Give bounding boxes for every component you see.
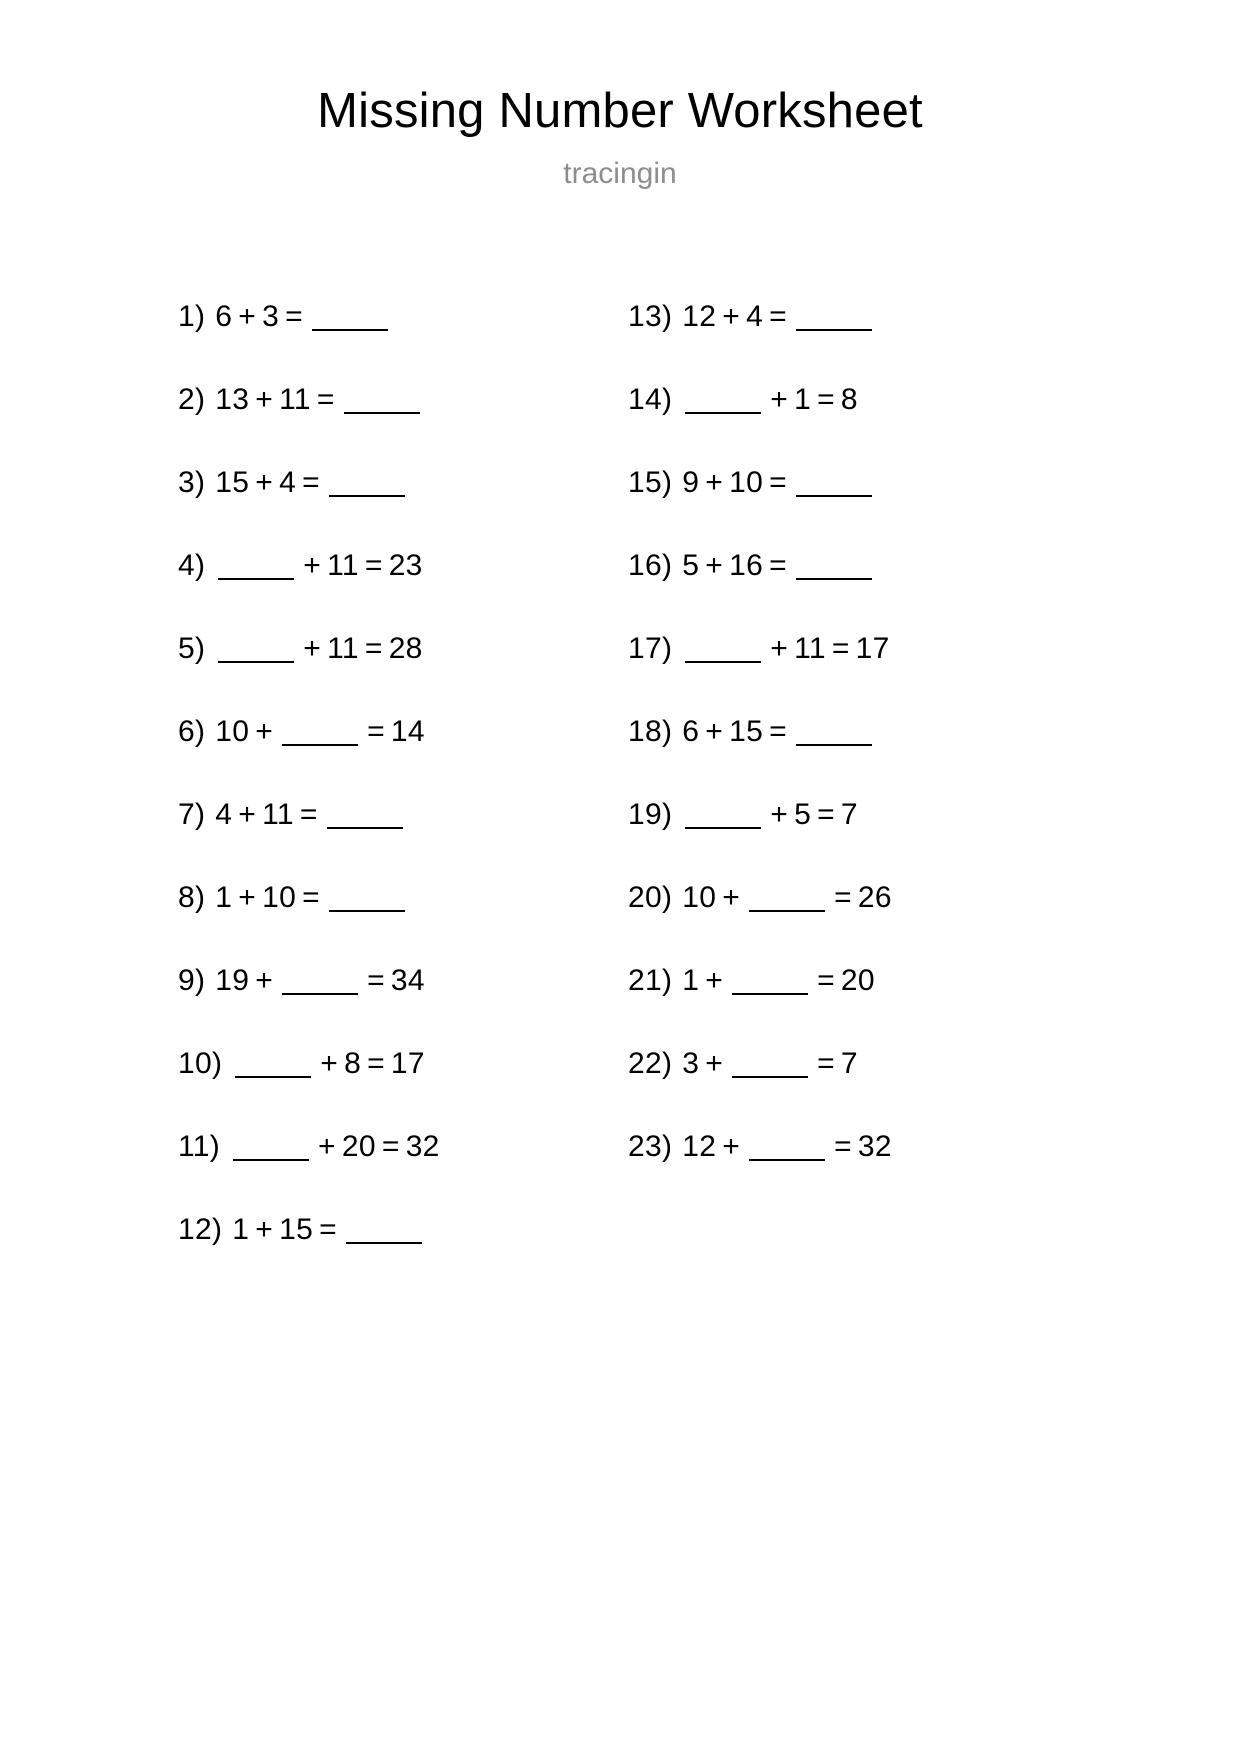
- plus-sign: +: [722, 300, 741, 334]
- number-term: 26: [857, 881, 892, 915]
- plus-sign: +: [303, 549, 322, 583]
- plus-sign: +: [705, 549, 724, 583]
- answer-blank[interactable]: [732, 967, 808, 995]
- number-term: 3: [682, 1047, 700, 1081]
- answer-blank[interactable]: [796, 469, 872, 497]
- problem-row: [628, 857, 1078, 940]
- problem-row: [628, 691, 1078, 774]
- plus-sign: +: [770, 383, 789, 417]
- plus-sign: +: [722, 1130, 741, 1164]
- equals-sign: =: [285, 300, 303, 334]
- plus-sign: +: [722, 881, 741, 915]
- problem-number: 13): [628, 300, 673, 334]
- number-term: 9: [682, 466, 700, 500]
- plus-sign: +: [705, 964, 724, 998]
- problem-row: [178, 359, 628, 442]
- number-term: 6: [682, 715, 700, 749]
- problem-row: [178, 442, 628, 525]
- problem-row: [628, 359, 1078, 442]
- problem-row: [628, 525, 1078, 608]
- problem-number: 22): [628, 1047, 673, 1081]
- number-term: 1: [215, 881, 233, 915]
- number-term: 19: [215, 964, 250, 998]
- number-term: 17: [855, 632, 890, 666]
- problem-row: [178, 1106, 628, 1189]
- equals-sign: =: [364, 549, 383, 583]
- number-term: 13: [215, 383, 250, 417]
- number-term: 12: [682, 300, 717, 334]
- problem-number: 5): [178, 632, 206, 666]
- problem-number: 9): [178, 964, 206, 998]
- problem-row: [628, 940, 1078, 1023]
- equals-sign: =: [817, 383, 835, 417]
- problem-number: 17): [628, 632, 673, 666]
- number-term: 10: [729, 466, 764, 500]
- number-term: 12: [682, 1130, 717, 1164]
- answer-blank[interactable]: [218, 552, 294, 580]
- problem-number: 20): [628, 881, 673, 915]
- number-term: 17: [390, 1047, 425, 1081]
- answer-blank[interactable]: [732, 1050, 808, 1078]
- number-term: 7: [840, 798, 858, 832]
- equals-sign: =: [834, 881, 852, 915]
- answer-blank[interactable]: [329, 469, 405, 497]
- problems-area: [0, 276, 1240, 1272]
- plus-sign: +: [255, 383, 274, 417]
- number-term: 11: [327, 632, 359, 666]
- answer-blank[interactable]: [344, 386, 420, 414]
- problem-number: 7): [178, 798, 206, 832]
- equals-sign: =: [364, 632, 383, 666]
- answer-blank[interactable]: [685, 386, 761, 414]
- equals-sign: =: [831, 632, 850, 666]
- equals-sign: =: [769, 466, 787, 500]
- problem-row: [178, 276, 628, 359]
- problem-row: [178, 774, 628, 857]
- number-term: 16: [729, 549, 764, 583]
- problem-number: 21): [628, 964, 673, 998]
- number-term: 8: [840, 383, 858, 417]
- plus-sign: +: [770, 798, 789, 832]
- number-term: 20: [840, 964, 875, 998]
- answer-blank[interactable]: [329, 884, 405, 912]
- number-term: 32: [405, 1130, 440, 1164]
- problem-row: [628, 1106, 1078, 1189]
- number-term: 1: [794, 383, 812, 417]
- answer-blank[interactable]: [796, 718, 872, 746]
- equals-sign: =: [834, 1130, 852, 1164]
- number-term: 11: [262, 798, 294, 832]
- plus-sign: +: [303, 632, 322, 666]
- problem-row: [628, 774, 1078, 857]
- plus-sign: +: [255, 715, 274, 749]
- number-term: 1: [682, 964, 700, 998]
- problem-row: [628, 276, 1078, 359]
- problem-row: [628, 1023, 1078, 1106]
- answer-blank[interactable]: [796, 303, 872, 331]
- equals-sign: =: [817, 964, 835, 998]
- plus-sign: +: [238, 881, 257, 915]
- plus-sign: +: [320, 1047, 339, 1081]
- equals-sign: =: [302, 466, 320, 500]
- number-term: 11: [279, 383, 311, 417]
- number-term: 8: [344, 1047, 362, 1081]
- problem-row: [178, 857, 628, 940]
- problem-number: 23): [628, 1130, 673, 1164]
- answer-blank[interactable]: [233, 1133, 309, 1161]
- equals-sign: =: [817, 798, 835, 832]
- number-term: 34: [390, 964, 425, 998]
- number-term: 1: [232, 1213, 250, 1247]
- number-term: 10: [262, 881, 297, 915]
- problem-number: 1): [178, 300, 206, 334]
- problem-number: 16): [628, 549, 673, 583]
- problem-number: 15): [628, 466, 673, 500]
- plus-sign: +: [255, 1213, 274, 1247]
- number-term: 3: [262, 300, 280, 334]
- number-term: 6: [215, 300, 233, 334]
- equals-sign: =: [817, 1047, 835, 1081]
- problem-number: 3): [178, 466, 206, 500]
- plus-sign: +: [238, 300, 257, 334]
- plus-sign: +: [705, 1047, 724, 1081]
- number-term: 4: [279, 466, 297, 500]
- equals-sign: =: [769, 549, 787, 583]
- problem-row: [178, 691, 628, 774]
- number-term: 4: [746, 300, 764, 334]
- equals-sign: =: [367, 1047, 385, 1081]
- worksheet-header: [0, 0, 1240, 190]
- plus-sign: +: [255, 964, 274, 998]
- answer-blank[interactable]: [312, 303, 388, 331]
- problem-column-right: [628, 276, 1078, 1189]
- problem-row: [178, 608, 628, 691]
- page-subtitle: tracingin: [563, 156, 677, 190]
- number-term: 4: [215, 798, 233, 832]
- problem-column-left: [178, 276, 628, 1272]
- number-term: 10: [215, 715, 250, 749]
- problem-number: 8): [178, 881, 206, 915]
- number-term: 5: [794, 798, 812, 832]
- answer-blank[interactable]: [282, 967, 358, 995]
- answer-blank[interactable]: [749, 884, 825, 912]
- problem-number: 18): [628, 715, 673, 749]
- problem-number: 10): [178, 1047, 223, 1081]
- answer-blank[interactable]: [685, 801, 761, 829]
- problem-row: [178, 525, 628, 608]
- plus-sign: +: [238, 798, 257, 832]
- plus-sign: +: [705, 715, 724, 749]
- answer-blank[interactable]: [346, 1216, 422, 1244]
- number-term: 7: [840, 1047, 858, 1081]
- problem-number: 19): [628, 798, 673, 832]
- problem-row: [178, 1189, 628, 1272]
- number-term: 15: [279, 1213, 314, 1247]
- equals-sign: =: [769, 715, 787, 749]
- answer-blank[interactable]: [749, 1133, 825, 1161]
- problem-number: 4): [178, 549, 206, 583]
- equals-sign: =: [367, 964, 385, 998]
- equals-sign: =: [299, 798, 318, 832]
- equals-sign: =: [367, 715, 385, 749]
- plus-sign: +: [255, 466, 274, 500]
- problem-number: 11): [178, 1130, 221, 1164]
- page-title: Missing Number Worksheet: [317, 84, 923, 138]
- number-term: 5: [682, 549, 700, 583]
- problem-row: [178, 1023, 628, 1106]
- number-term: 28: [388, 632, 423, 666]
- problem-number: 14): [628, 383, 673, 417]
- answer-blank[interactable]: [685, 635, 761, 663]
- problem-row: [628, 608, 1078, 691]
- number-term: 23: [388, 549, 423, 583]
- number-term: 11: [327, 549, 359, 583]
- number-term: 10: [682, 881, 717, 915]
- equals-sign: =: [302, 881, 320, 915]
- number-term: 11: [794, 632, 826, 666]
- problem-number: 6): [178, 715, 206, 749]
- answer-blank[interactable]: [235, 1050, 311, 1078]
- equals-sign: =: [316, 383, 335, 417]
- number-term: 32: [857, 1130, 892, 1164]
- answer-blank[interactable]: [327, 801, 403, 829]
- plus-sign: +: [705, 466, 724, 500]
- answer-blank[interactable]: [282, 718, 358, 746]
- number-term: 14: [390, 715, 425, 749]
- plus-sign: +: [770, 632, 789, 666]
- number-term: 15: [729, 715, 764, 749]
- problem-number: 2): [178, 383, 206, 417]
- plus-sign: +: [318, 1130, 336, 1164]
- equals-sign: =: [381, 1130, 400, 1164]
- problem-number: 12): [178, 1213, 223, 1247]
- number-term: 15: [215, 466, 250, 500]
- answer-blank[interactable]: [218, 635, 294, 663]
- problem-row: [628, 442, 1078, 525]
- answer-blank[interactable]: [796, 552, 872, 580]
- equals-sign: =: [769, 300, 787, 334]
- number-term: 20: [341, 1130, 376, 1164]
- problem-row: [178, 940, 628, 1023]
- equals-sign: =: [319, 1213, 337, 1247]
